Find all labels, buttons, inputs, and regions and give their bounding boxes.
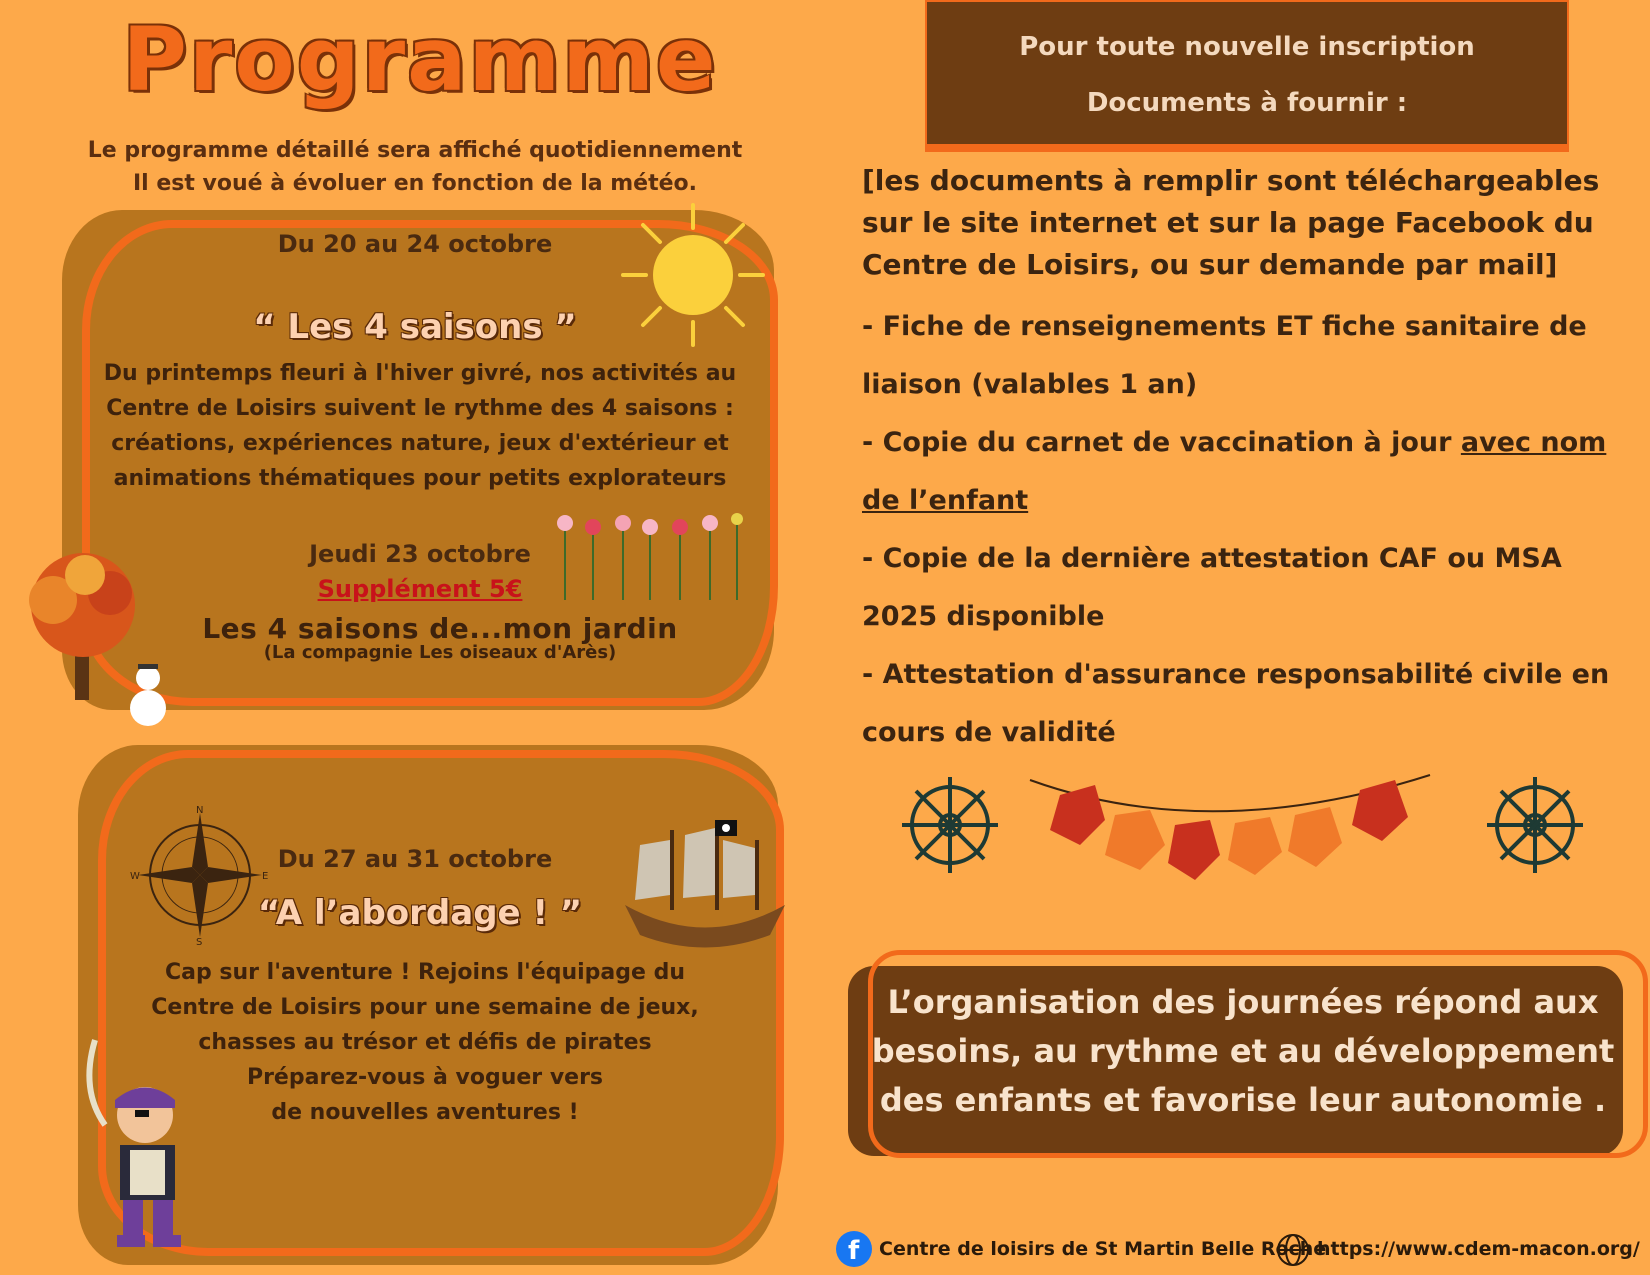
supplement-price: Supplément 5€ [317, 575, 523, 603]
ship-wheel-icon [902, 777, 998, 873]
document-item-underlined: avec nom de l’enfant [862, 427, 1607, 516]
week1-description-line: créations, expériences nature, jeux d'extérieur et [111, 431, 729, 456]
week1-dates: Du 20 au 24 octobre [277, 230, 553, 258]
week1-theme: “ Les 4 saisons ” [253, 307, 577, 347]
week2-description-line: Centre de Loisirs pour une semaine de jeux, [151, 995, 699, 1020]
documents-header-line-2: Documents à fournir : [1086, 88, 1408, 118]
week1-description-line: Du printemps fleuri à l'hiver givré, nos activités au [103, 361, 737, 386]
facebook-link[interactable]: Centre de loisirs de St Martin Belle Roche [879, 1238, 1327, 1260]
week2-description-line: chasses au trésor et défis de pirates [198, 1030, 652, 1055]
footer [835, 1230, 1650, 1270]
flowers-icon [545, 505, 750, 605]
compass-north-label: N [196, 805, 204, 816]
documents-note: [les documents à remplir sont téléchargeables sur le site internet et sur la page Facebook du Centre de Loisirs, ou sur demande par mail] [862, 164, 1600, 281]
intro-text [40, 134, 790, 200]
document-item: - Copie de la dernière attestation CAF ou MSA 2025 disponible [862, 543, 1562, 632]
ship-wheel-icon [1487, 777, 1583, 873]
week2-dates: Du 27 au 31 octobre [277, 845, 553, 873]
website-link[interactable]: https://www.cdem-macon.org/ [1317, 1238, 1640, 1260]
document-item: - Attestation d'assurance responsabilité civile en cours de validité [862, 659, 1610, 748]
page-title: Programme [122, 8, 718, 111]
intro-line-1: Le programme détaillé sera affiché quotidiennement [87, 138, 743, 163]
compass-south-label: S [196, 937, 203, 945]
week2-description-line: de nouvelles aventures ! [271, 1100, 579, 1125]
week2-description-line: Cap sur l'aventure ! Rejoins l'équipage du [165, 960, 685, 985]
globe-icon[interactable] [1275, 1232, 1311, 1268]
document-item [862, 414, 1642, 530]
week2-theme: “A l’abordage ! ” [257, 893, 583, 933]
week1-description-line: animations thématiques pour petits explorateurs [113, 466, 727, 491]
document-item-text: - Copie du carnet de vaccination à jour [862, 427, 1461, 458]
facebook-icon[interactable] [835, 1230, 873, 1268]
documents-header [925, 0, 1569, 146]
week1-description-line: Centre de Loisirs suivent le rythme des 4 saisons : [106, 396, 734, 421]
ship-icon [615, 810, 795, 960]
week1-event-date: Jeudi 23 octobre [309, 540, 531, 568]
compass-west-label: W [130, 871, 140, 882]
compass-east-label: E [262, 871, 269, 882]
compass-icon [130, 805, 270, 945]
organisation-text: L’organisation des journées répond aux besoins, au rythme et au développement des enfants et favorise leur autonomie . [871, 983, 1615, 1119]
svg-text:f: f [848, 1236, 860, 1266]
leaf-garland-icon [890, 755, 1590, 925]
documents-header-line-1: Pour toute nouvelle inscription [1019, 32, 1475, 62]
event-title: Les 4 saisons de...mon jardin [202, 612, 678, 645]
intro-line-2: Il est voué à évoluer en fonction de la météo. [132, 171, 698, 196]
document-item: - Fiche de renseignements ET fiche sanitaire de liaison (valables 1 an) [862, 311, 1587, 400]
week1-description [70, 356, 770, 496]
event-company: (La compagnie Les oiseaux d'Arès) [263, 642, 617, 663]
week2-description-line: Préparez-vous à voguer vers [246, 1065, 604, 1090]
pirate-icon [75, 1030, 225, 1260]
snowman-icon [118, 660, 178, 730]
